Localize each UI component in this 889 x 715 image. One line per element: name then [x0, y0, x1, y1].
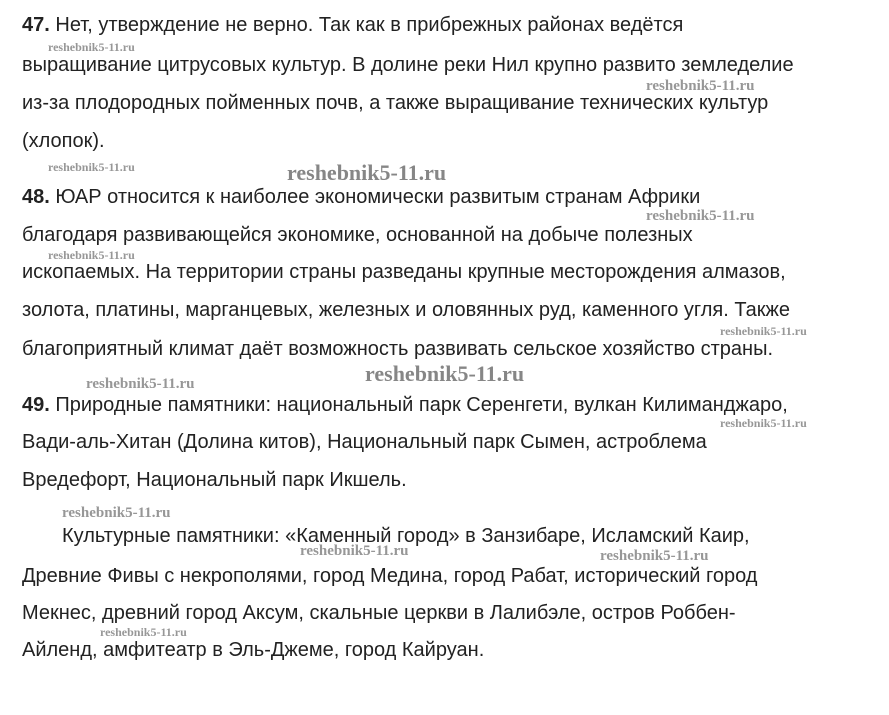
watermark: reshebnik5-11.ru [62, 505, 171, 521]
paragraph-49-line-3: Вредефорт, Национальный парк Икшель. [22, 469, 407, 491]
paragraph-49b-line-2: Древние Фивы с некрополями, город Медина, город Рабат, исторический город [22, 565, 758, 587]
watermark: reshebnik5-11.ru [600, 548, 709, 564]
watermark: reshebnik5-11.ru [720, 324, 807, 338]
paragraph-47-line-3: из-за плодородных пойменных почв, а также выращивание технических культур [22, 92, 769, 114]
paragraph-47-line-2: выращивание цитрусовых культур. В долине реки Нил крупно развито земледелие [22, 54, 794, 76]
paragraph-49-text: Природные памятники: национальный парк Серенгети, вулкан Килиманджаро, [49, 394, 788, 416]
watermark: reshebnik5-11.ru [365, 361, 525, 386]
paragraph-47-line-1 [22, 13, 683, 37]
paragraph-47-text: Нет, утверждение не верно. Так как в прибрежных районах ведётся [49, 14, 684, 36]
paragraph-48-line-5: благоприятный климат даёт возможность развивать сельское хозяйство страны. [22, 338, 773, 360]
question-number-47: 47. [22, 14, 50, 36]
paragraph-47-line-4: (хлопок). [22, 130, 105, 152]
watermark: reshebnik5-11.ru [48, 248, 135, 262]
watermark: reshebnik5-11.ru [720, 416, 807, 430]
paragraph-49b-line-4: Айленд, амфитеатр в Эль-Джеме, город Кайруан. [22, 639, 485, 661]
watermark: reshebnik5-11.ru [287, 160, 447, 185]
paragraph-48-line-4: золота, платины, марганцевых, железных и оловянных руд, каменного угля. Также [22, 299, 791, 321]
watermark: reshebnik5-11.ru [646, 208, 755, 224]
watermark: reshebnik5-11.ru [300, 543, 409, 559]
paragraph-49b-line-1: Культурные памятники: «Каменный город» в Занзибаре, Исламский Каир, [62, 525, 750, 547]
watermark: reshebnik5-11.ru [86, 376, 195, 392]
paragraph-48-line-3: ископаемых. На территории страны разведаны крупные месторождения алмазов, [22, 261, 786, 283]
paragraph-48-text: ЮАР относится к наиболее экономически развитым странам Африки [49, 186, 701, 208]
watermark: reshebnik5-11.ru [646, 78, 755, 94]
paragraph-48-line-1 [22, 185, 700, 209]
paragraph-49-line-2: Вади-аль-Хитан (Долина китов), Национальный парк Сымен, астроблема [22, 431, 707, 453]
paragraph-49b-line-3: Мекнес, древний город Аксум, скальные церкви в Лалибэле, остров Роббен- [22, 602, 736, 624]
watermark: reshebnik5-11.ru [100, 625, 187, 639]
paragraph-48-line-2: благодаря развивающейся экономике, основанной на добыче полезных [22, 224, 693, 246]
paragraph-49-line-1 [22, 393, 788, 417]
question-number-48: 48. [22, 186, 50, 208]
question-number-49: 49. [22, 394, 50, 416]
watermark: reshebnik5-11.ru [48, 160, 135, 174]
watermark: reshebnik5-11.ru [48, 40, 135, 54]
